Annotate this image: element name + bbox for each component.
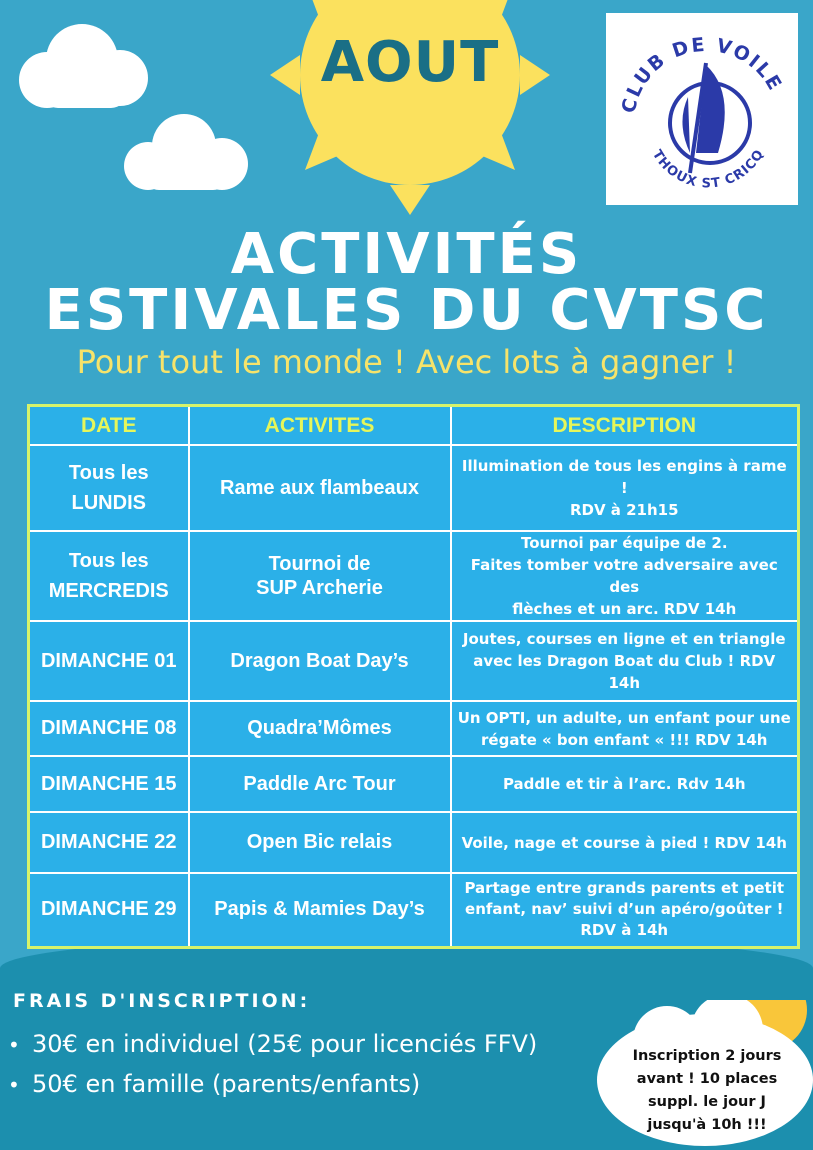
fees-title: FRAIS D'INSCRIPTION:: [13, 990, 311, 1012]
row-date: Tous les LUNDIS: [29, 445, 189, 531]
row-date: DIMANCHE 01: [29, 621, 189, 701]
fee-individual: 30€ en individuel (25€ pour licenciés FFV): [32, 1030, 538, 1058]
bullet-icon: •: [8, 1073, 20, 1097]
row-activity: Open Bic relais: [189, 812, 451, 873]
fee-family: 50€ en famille (parents/enfants): [32, 1070, 421, 1098]
row-description: Paddle et tir à l’arc. Rdv 14h: [451, 756, 799, 812]
svg-text:THOUX ST CRICQ: [649, 147, 767, 192]
header-activities: ACTIVITES: [189, 406, 451, 446]
table-row: [29, 812, 799, 873]
headline-line2: ESTIVALES DU CVTSC: [44, 278, 769, 343]
table-row: [29, 873, 799, 947]
table-row: [29, 445, 799, 531]
row-description: Illumination de tous les engins à rame ! RDV à 21h15: [451, 445, 799, 531]
fees-list: [8, 1030, 537, 1110]
schedule-table: [27, 404, 800, 949]
list-item: [8, 1030, 537, 1058]
table-row: [29, 621, 799, 701]
logo-bottom-text: THOUX ST CRICQ: [648, 146, 768, 192]
row-date: DIMANCHE 22: [29, 812, 189, 873]
registration-note: Inscription 2 jours avant ! 10 places suppl. le jour J jusqu'à 10h !!!: [632, 1048, 782, 1133]
row-date: DIMANCHE 08: [29, 701, 189, 756]
month-title: AOUT: [320, 30, 500, 95]
header-date: DATE: [29, 406, 189, 446]
row-activity: Tournoi de SUP Archerie: [189, 531, 451, 621]
row-activity: Paddle Arc Tour: [189, 756, 451, 812]
table-row: [29, 531, 799, 621]
row-description: Joutes, courses en ligne et en triangle avec les Dragon Boat du Club ! RDV 14h: [451, 621, 799, 701]
club-logo: [606, 13, 798, 205]
bullet-icon: •: [8, 1033, 20, 1057]
row-activity: Papis & Mamies Day’s: [189, 873, 451, 947]
row-description: Voile, nage et course à pied ! RDV 14h: [451, 812, 799, 873]
header-description: DESCRIPTION: [451, 406, 799, 446]
list-item: [8, 1070, 537, 1098]
row-date: DIMANCHE 29: [29, 873, 189, 947]
table-row: [29, 756, 799, 812]
table-header-row: [29, 406, 799, 446]
row-date: Tous les MERCREDIS: [29, 531, 189, 621]
table-row: [29, 701, 799, 756]
headline-line1: ACTIVITÉS: [230, 222, 583, 287]
row-activity: Quadra’Mômes: [189, 701, 451, 756]
row-description: Tournoi par équipe de 2. Faites tomber votre adversaire avec des flèches et un arc. RDV 14h: [451, 531, 799, 621]
logo-top-text: CLUB DE VOILE: [617, 33, 787, 116]
cloud-icon: [12, 20, 154, 110]
tagline: Pour tout le monde ! Avec lots à gagner !: [76, 343, 737, 381]
row-activity: Dragon Boat Day’s: [189, 621, 451, 701]
row-date: DIMANCHE 15: [29, 756, 189, 812]
row-description: Partage entre grands parents et petit enfant, nav’ suivi d’un apéro/goûter ! RDV à 14h: [451, 873, 799, 947]
row-description: Un OPTI, un adulte, un enfant pour une régate « bon enfant « !!! RDV 14h: [451, 701, 799, 756]
cloud-icon: [116, 112, 254, 192]
row-activity: Rame aux flambeaux: [189, 445, 451, 531]
